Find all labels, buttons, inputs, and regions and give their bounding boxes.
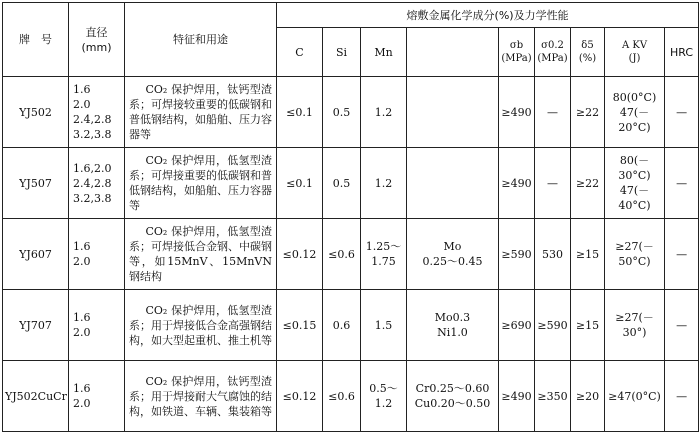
- cell-sigma-02: ≥350: [535, 361, 571, 432]
- cell-sigma-b: ≥490: [499, 148, 535, 219]
- akv-line: 47(－40°C): [618, 184, 651, 212]
- header-diameter: [69, 3, 125, 77]
- cell-diameter: [69, 77, 125, 148]
- cell-hrc: —: [665, 148, 699, 219]
- diameter-line: 2.0: [73, 397, 91, 410]
- table-row: [3, 77, 699, 148]
- diameter-line: 1.6: [73, 83, 91, 96]
- cell-c: ≤0.12: [277, 219, 323, 290]
- cell-c: ≤0.12: [277, 361, 323, 432]
- table-row: [3, 361, 699, 432]
- cell-mn: 1.2: [361, 148, 407, 219]
- header-sigma-b-label: σb: [509, 40, 524, 51]
- header-other: [407, 28, 499, 77]
- cell-features: CO₂ 保护焊用，低氢型渣系；可焊接重要的低碳钢和普低钢结构，如船舶、压力容器等: [125, 148, 277, 219]
- cell-delta5: ≥15: [571, 219, 605, 290]
- header-mn: Mn: [361, 28, 407, 77]
- header-group-title: 熔敷金属化学成分(%)及力学性能: [277, 3, 699, 28]
- cell-mn: 1.2: [361, 77, 407, 148]
- header-sigma-02: [535, 28, 571, 77]
- akv-line: 80(－30°C): [618, 154, 651, 182]
- other-line: 0.25～0.45: [422, 255, 483, 268]
- cell-sigma-b: ≥490: [499, 361, 535, 432]
- diameter-line: 2.4,2.8: [73, 113, 112, 126]
- other-line: Mo0.3: [434, 311, 471, 324]
- cell-c: ≤0.1: [277, 77, 323, 148]
- diameter-line: 1.6: [73, 240, 91, 253]
- cell-akv: [605, 219, 665, 290]
- cell-hrc: —: [665, 77, 699, 148]
- diameter-line: 1.6: [73, 311, 91, 324]
- cell-akv: [605, 77, 665, 148]
- cell-other: [407, 219, 499, 290]
- diameter-line: 3.2,3.8: [73, 191, 112, 205]
- table-row: [3, 290, 699, 361]
- cell-brand: YJ607: [3, 219, 69, 290]
- cell-c: ≤0.15: [277, 290, 323, 361]
- header-diameter-label: 直径: [85, 25, 108, 39]
- cell-mn: 1.25～1.75: [361, 219, 407, 290]
- cell-delta5: ≥15: [571, 290, 605, 361]
- header-delta5-unit: (%): [578, 53, 597, 64]
- header-sigma-b: [499, 28, 535, 77]
- diameter-line: 2.0: [73, 98, 91, 111]
- cell-brand: YJ502: [3, 77, 69, 148]
- cell-mn: 0.5～1.2: [361, 361, 407, 432]
- cell-sigma-02: —: [535, 77, 571, 148]
- cell-hrc: —: [665, 290, 699, 361]
- header-akv-unit: (J): [628, 53, 641, 64]
- cell-mn: 1.5: [361, 290, 407, 361]
- diameter-line: 1.6: [73, 382, 91, 395]
- cell-si: ≤0.6: [323, 219, 361, 290]
- cell-akv: [605, 148, 665, 219]
- cell-si: ≤0.6: [323, 361, 361, 432]
- diameter-line: 1.6,2.0: [73, 161, 112, 175]
- header-sigma-b-unit: (MPa): [501, 53, 532, 64]
- header-sigma-02-unit: (MPa): [537, 53, 568, 64]
- header-row-1: [3, 3, 699, 28]
- cell-diameter: [69, 219, 125, 290]
- cell-diameter: [69, 361, 125, 432]
- cell-si: 0.6: [323, 290, 361, 361]
- header-c: C: [277, 28, 323, 77]
- cell-sigma-b: ≥690: [499, 290, 535, 361]
- cell-diameter: [69, 148, 125, 219]
- header-diameter-unit: (mm): [81, 40, 112, 54]
- header-hrc: HRC: [665, 28, 699, 77]
- cell-sigma-02: ≥590: [535, 290, 571, 361]
- cell-akv: [605, 290, 665, 361]
- cell-sigma-02: —: [535, 148, 571, 219]
- header-akv: [605, 28, 665, 77]
- other-line: Cu0.20～0.50: [414, 397, 491, 410]
- diameter-line: 2.0: [73, 255, 91, 268]
- cell-si: 0.5: [323, 148, 361, 219]
- cell-hrc: —: [665, 219, 699, 290]
- header-sigma-02-label: σ0.2: [541, 40, 564, 51]
- akv-line: ≥27(－50°C): [615, 240, 654, 268]
- cell-sigma-02: 530: [535, 219, 571, 290]
- header-si: Si: [323, 28, 361, 77]
- akv-line: 80(0°C): [612, 90, 657, 104]
- cell-akv: [605, 361, 665, 432]
- cell-delta5: ≥22: [571, 77, 605, 148]
- cell-brand: YJ507: [3, 148, 69, 219]
- akv-line: 47(－20°C): [618, 105, 651, 134]
- header-features: 特征和用途: [125, 3, 277, 77]
- table-row: [3, 148, 699, 219]
- cell-diameter: [69, 290, 125, 361]
- other-line: Cr0.25～0.60: [415, 382, 490, 395]
- header-delta5: [571, 28, 605, 77]
- header-delta5-label: δ5: [581, 40, 594, 51]
- table-body: [3, 77, 699, 432]
- cell-sigma-b: ≥490: [499, 77, 535, 148]
- cell-features: CO₂ 保护焊用，钛钙型渣系；可焊接较重要的低碳钢和普低钢结构，如船舶、压力容器等: [125, 77, 277, 148]
- cell-other: [407, 77, 499, 148]
- diameter-line: 3.2,3.8: [73, 128, 112, 141]
- cell-brand: YJ707: [3, 290, 69, 361]
- cell-sigma-b: ≥590: [499, 219, 535, 290]
- cell-features: CO₂ 保护焊用，钛钙型渣系；用于焊接耐大气腐蚀的结构，如铁道、车辆、集装箱等: [125, 361, 277, 432]
- diameter-line: 2.4,2.8: [73, 176, 112, 190]
- cell-features: CO₂ 保护焊用，低氢型渣系；可焊接低合金钢、中碳钢等，如15MnV、15MnVN钢结构: [125, 219, 277, 290]
- akv-line: ≥47(0°C): [608, 389, 661, 403]
- cell-delta5: ≥20: [571, 361, 605, 432]
- cell-brand: YJ502CuCr: [3, 361, 69, 432]
- header-brand: 牌 号: [3, 3, 69, 77]
- cell-c: ≤0.1: [277, 148, 323, 219]
- welding-wire-table: [2, 2, 699, 432]
- cell-other: [407, 148, 499, 219]
- cell-si: 0.5: [323, 77, 361, 148]
- other-line: Mo: [443, 240, 462, 253]
- header-akv-label: A KV: [621, 40, 648, 51]
- diameter-line: 2.0: [73, 326, 91, 339]
- other-line: Ni1.0: [437, 326, 468, 339]
- cell-hrc: —: [665, 361, 699, 432]
- akv-line: ≥27(－30°): [615, 311, 654, 339]
- table-row: [3, 219, 699, 290]
- cell-other: [407, 290, 499, 361]
- cell-delta5: ≥22: [571, 148, 605, 219]
- cell-other: [407, 361, 499, 432]
- cell-features: CO₂ 保护焊用，低氢型渣系；用于焊接低合金高强钢结构，如大型起重机、推土机等: [125, 290, 277, 361]
